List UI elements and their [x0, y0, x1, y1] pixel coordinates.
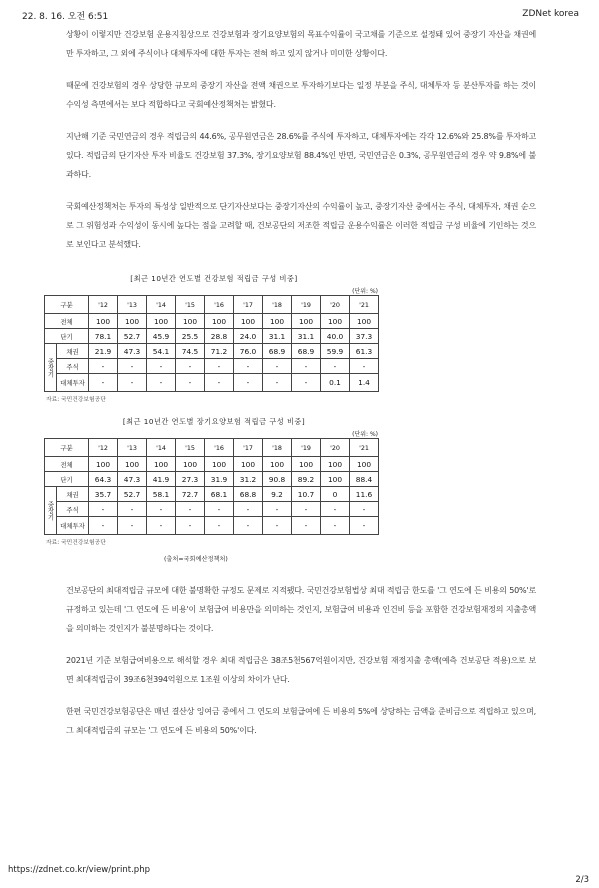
table-cell: 52.7	[118, 487, 147, 502]
header-cell-year: '12	[89, 439, 118, 457]
table-cell: 11.6	[350, 487, 379, 502]
paragraph: 2021년 기준 보험급여비용으로 해석할 경우 최대 적립금은 38조5천567억원이지만, 건강보험 재정지출 총액(예측 건보공단 적용)으로 보면 최대적립금이 39조6천394억원으로 1조원 이상의 차이가 난다.	[66, 656, 536, 684]
table-cell: 100	[89, 457, 118, 472]
header-cell-year: '12	[89, 296, 118, 314]
table-cell: 40.0	[321, 329, 350, 344]
table-cell: -	[321, 502, 350, 517]
article-body	[46, 25, 536, 753]
paragraph: 때문에 건강보험의 경우 상당한 규모의 중장기 자산을 전액 채권으로 투자하기보다는 일정 부분을 주식, 대체투자 등 분산투자를 하는 것이 수익성 측면에서는 보다 적합하다고 국회예산정책처는 밝혔다.	[66, 81, 536, 109]
table-cell: 100	[321, 472, 350, 487]
table-cell: 52.7	[118, 329, 147, 344]
table-cell: 31.2	[234, 472, 263, 487]
paragraph: 국회예산정책처는 투자의 특성상 일반적으로 단기자산보다는 중장기자산의 수익률이 높고, 중장기자산 중에서는 주식, 대체투자, 채권 순으로 그 위험성과 수익성이 동시에 높다는 점을 고려할 때, 건보공단의 저조한 적립금 운용수익률은 이러한 적립금 구성 비율에 기인하는 것으로 보인다고 분석했다.	[66, 202, 536, 249]
header-cell-year: '21	[350, 296, 379, 314]
table-cell: -	[89, 374, 118, 392]
table-cell: -	[263, 502, 292, 517]
table-cell: 100	[89, 314, 118, 329]
table-cell: -	[176, 502, 205, 517]
row-label: 전체	[45, 457, 89, 472]
table-cell: 31.1	[263, 329, 292, 344]
table-cell: -	[234, 517, 263, 535]
row-short-term	[45, 329, 379, 344]
table-cell: -	[176, 359, 205, 374]
header-cell-year: '17	[234, 296, 263, 314]
table-cell: 68.8	[234, 487, 263, 502]
table-source: 자료: 국민건강보험공단	[46, 540, 106, 546]
table-cell: 10.7	[292, 487, 321, 502]
table-cell: 47.3	[118, 472, 147, 487]
group-label-mid-long-term: 중장기	[45, 344, 57, 392]
table-cell: -	[292, 502, 321, 517]
row-label: 단기	[45, 472, 89, 487]
page-number: 2/3	[575, 875, 589, 885]
table-cell: 100	[292, 314, 321, 329]
header-cell-year: '19	[292, 439, 321, 457]
table-cell: -	[147, 517, 176, 535]
table-cell: 100	[263, 457, 292, 472]
header-cell-year: '20	[321, 439, 350, 457]
row-label: 주식	[57, 502, 89, 517]
header-cell-year: '18	[263, 296, 292, 314]
table-cell: 89.2	[292, 472, 321, 487]
table-cell: -	[263, 359, 292, 374]
table-cell: 88.4	[350, 472, 379, 487]
table-cell: -	[205, 502, 234, 517]
table-cell: -	[263, 517, 292, 535]
table-cell: -	[205, 359, 234, 374]
table-cell: -	[118, 502, 147, 517]
header-cell-year: '19	[292, 296, 321, 314]
table-title: [최근 10년간 연도별 장기요양보험 적립금 구성 비중]	[122, 417, 306, 426]
table-cell: 100	[176, 457, 205, 472]
table-cell: 100	[350, 314, 379, 329]
table-cell: -	[292, 374, 321, 392]
table-cell: -	[89, 517, 118, 535]
table-header-row	[45, 439, 379, 457]
table-cell: 1.4	[350, 374, 379, 392]
table-cell: 100	[205, 314, 234, 329]
table-cell: 68.9	[292, 344, 321, 359]
table-cell: -	[350, 517, 379, 535]
row-label: 단기	[45, 329, 89, 344]
table-cell: 64.3	[89, 472, 118, 487]
table-cell: 78.1	[89, 329, 118, 344]
table-cell: 37.3	[350, 329, 379, 344]
table-cell: -	[89, 359, 118, 374]
table-cell: 74.5	[176, 344, 205, 359]
table-cell: -	[205, 374, 234, 392]
table-cell: -	[176, 517, 205, 535]
header-cell-year: '18	[263, 439, 292, 457]
header-cell-year: '17	[234, 439, 263, 457]
table-block-ltc	[44, 417, 378, 546]
header-cell-year: '20	[321, 296, 350, 314]
table-cell: 71.2	[205, 344, 234, 359]
table-cell: 47.3	[118, 344, 147, 359]
row-label: 전체	[45, 314, 89, 329]
table-cell: 25.5	[176, 329, 205, 344]
table-cell: -	[292, 517, 321, 535]
row-stock	[45, 359, 379, 374]
table-cell: 61.3	[350, 344, 379, 359]
row-label: 채권	[57, 487, 89, 502]
table-block-health	[44, 274, 378, 403]
header-cell-year: '14	[147, 296, 176, 314]
row-short-term	[45, 472, 379, 487]
row-label: 채권	[57, 344, 89, 359]
table-header-row	[45, 296, 379, 314]
print-datetime: 22. 8. 16. 오전 6:51	[22, 12, 109, 22]
table-cell: 31.9	[205, 472, 234, 487]
table-cell: 100	[147, 457, 176, 472]
header-cell-year: '13	[118, 439, 147, 457]
table-cell: 100	[263, 314, 292, 329]
table-unit: (단위: %)	[352, 288, 378, 295]
table-cell: -	[147, 359, 176, 374]
table-cell: 100	[234, 314, 263, 329]
data-table	[44, 295, 379, 392]
table-cell: 100	[292, 457, 321, 472]
table-cell: 100	[118, 457, 147, 472]
table-cell: -	[118, 374, 147, 392]
table-cell: 68.9	[263, 344, 292, 359]
site-name: ZDNet korea	[522, 9, 579, 19]
table-unit: (단위: %)	[352, 431, 378, 438]
table-cell: 35.7	[89, 487, 118, 502]
row-alternative	[45, 374, 379, 392]
table-cell: 9.2	[263, 487, 292, 502]
table-cell: -	[176, 374, 205, 392]
table-cell: -	[350, 359, 379, 374]
table-cell: 0.1	[321, 374, 350, 392]
table-cell: -	[263, 374, 292, 392]
paragraph: 건보공단의 최대적립금 규모에 대한 불명확한 규정도 문제로 지적됐다. 국민건강보험법상 최대 적립금 한도를 '그 연도에 든 비용의 50%'로 규정하고 있는데 '그 연도에 든 비용'이 보험급여 비용만을 의미하는 것인지, 보험급여 비용과 인건비 등을 포함한 건강보험재정의 지출총액을 의미하는 것인지가 불분명하다는 것이다.	[66, 586, 536, 633]
table-cell: 100	[321, 314, 350, 329]
paragraph: 상황이 이렇지만 건강보험 운용지침상으로 건강보험과 장기요양보험의 목표수익률이 국고채를 기준으로 설정돼 있어 중장기 자산을 채권에만 투자하고, 그 외에 주식이나 대체투자에 대한 투자는 전혀 하고 있지 않거나 미미한 상황이다.	[66, 30, 536, 58]
table-cell: 21.9	[89, 344, 118, 359]
table-source: 자료: 국민건강보험공단	[46, 397, 106, 403]
table-cell: -	[321, 359, 350, 374]
row-total	[45, 314, 379, 329]
table-cell: 45.9	[147, 329, 176, 344]
header-cell-category: 구분	[45, 439, 89, 457]
row-total	[45, 457, 379, 472]
table-cell: 28.8	[205, 329, 234, 344]
data-table	[44, 438, 379, 535]
table-cell: 0	[321, 487, 350, 502]
table-cell: 68.1	[205, 487, 234, 502]
table-title: [최근 10년간 연도별 건강보험 적립금 구성 비중]	[130, 274, 298, 283]
table-cell: 100	[350, 457, 379, 472]
table-cell: 76.0	[234, 344, 263, 359]
table-cell: -	[350, 502, 379, 517]
table-cell: -	[292, 359, 321, 374]
table-cell: -	[234, 502, 263, 517]
row-alternative	[45, 517, 379, 535]
table-cell: 27.3	[176, 472, 205, 487]
row-label: 대체투자	[57, 374, 89, 392]
table-cell: -	[205, 517, 234, 535]
table-cell: 24.0	[234, 329, 263, 344]
table-cell: -	[118, 517, 147, 535]
paragraph: 한편 국민건강보험공단은 매년 결산상 잉여금 중에서 그 연도의 보험급여에 든 비용의 5%에 상당하는 금액을 준비금으로 적립하고 있으며, 그 최대적립금의 규모는 '그 연도에 든 비용의 50%'이다.	[66, 707, 536, 735]
table-cell: 100	[176, 314, 205, 329]
table-cell: -	[118, 359, 147, 374]
header-cell-year: '15	[176, 296, 205, 314]
row-label: 대체투자	[57, 517, 89, 535]
source-note: (출처=국회예산정책처)	[164, 556, 228, 563]
header-cell-year: '16	[205, 296, 234, 314]
table-cell: -	[321, 517, 350, 535]
header-cell-category: 구분	[45, 296, 89, 314]
table-cell: -	[89, 502, 118, 517]
header-cell-year: '16	[205, 439, 234, 457]
table-cell: 31.1	[292, 329, 321, 344]
table-cell: -	[234, 374, 263, 392]
header-cell-year: '15	[176, 439, 205, 457]
table-cell: -	[147, 502, 176, 517]
row-label: 주식	[57, 359, 89, 374]
header-cell-year: '13	[118, 296, 147, 314]
table-cell: -	[147, 374, 176, 392]
table-cell: 90.8	[263, 472, 292, 487]
group-label-mid-long-term: 중장기	[45, 487, 57, 535]
table-cell: -	[234, 359, 263, 374]
table-cell: 100	[147, 314, 176, 329]
header-cell-year: '21	[350, 439, 379, 457]
table-cell: 59.9	[321, 344, 350, 359]
row-bond	[45, 487, 379, 502]
footer-url: https://zdnet.co.kr/view/print.php	[8, 865, 150, 875]
table-cell: 54.1	[147, 344, 176, 359]
header-cell-year: '14	[147, 439, 176, 457]
table-cell: 72.7	[176, 487, 205, 502]
table-cell: 58.1	[147, 487, 176, 502]
table-cell: 100	[205, 457, 234, 472]
table-cell: 100	[118, 314, 147, 329]
table-cell: 100	[234, 457, 263, 472]
row-stock	[45, 502, 379, 517]
table-cell: 41.9	[147, 472, 176, 487]
row-bond	[45, 344, 379, 359]
paragraph: 지난해 기준 국민연금의 경우 적립금의 44.6%, 공무원연금은 28.6%를 주식에 투자하고, 대체투자에는 각각 12.6%와 25.8%를 투자하고 있다. 적립금의 단기자산 투자 비율도 건강보험 37.3%, 장기요양보험 88.4%인 반면, 국민연금은 0.3%, 공무원연금의 경우 약 9.8%에 불과하다.	[66, 132, 536, 179]
table-cell: 100	[321, 457, 350, 472]
